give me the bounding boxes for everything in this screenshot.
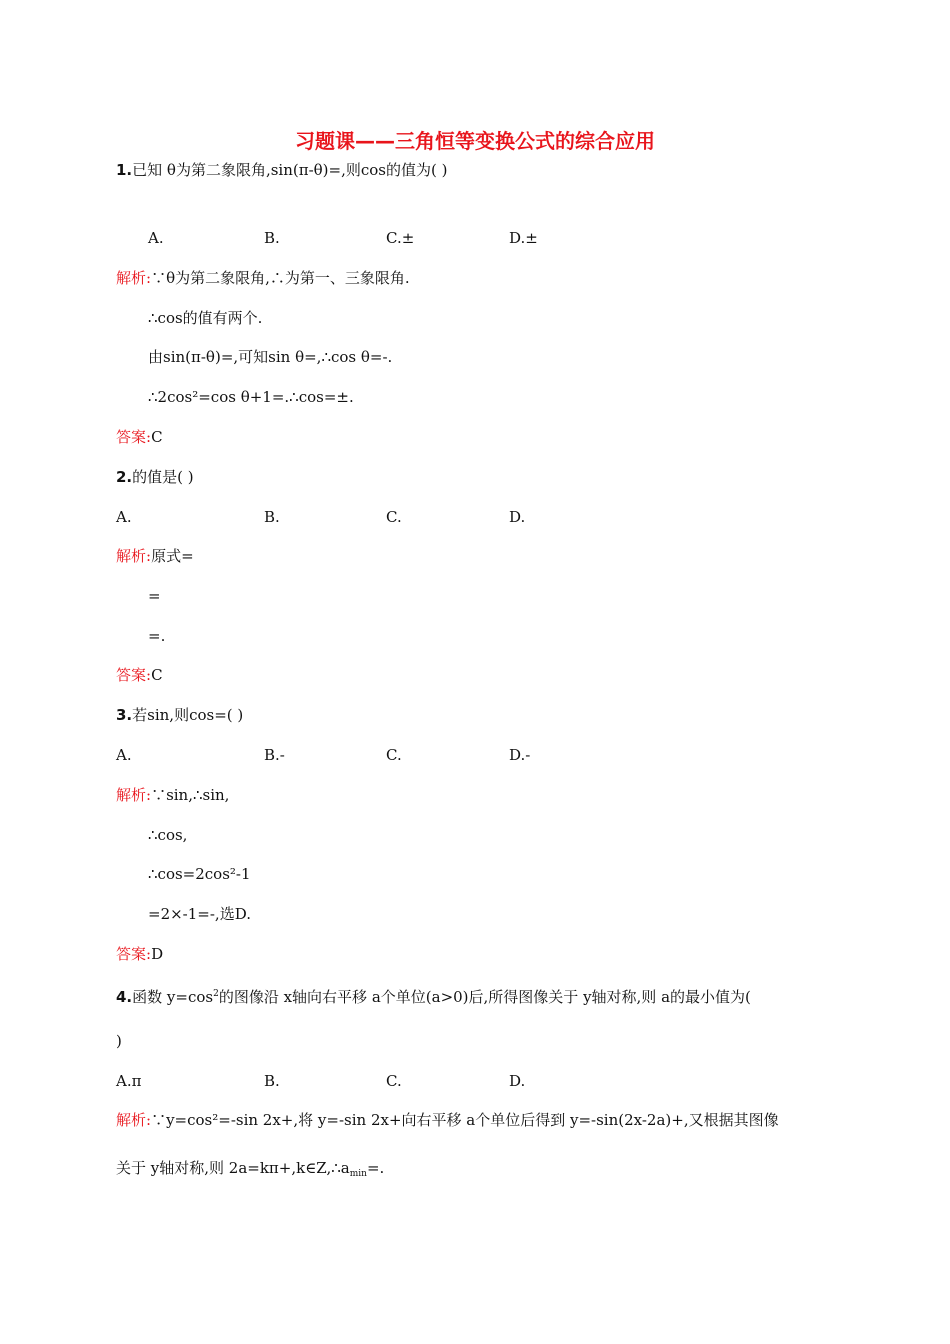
q3-option-c: C.	[386, 746, 402, 764]
q3-option-b: B.-	[264, 746, 285, 764]
q2-option-a: A.	[116, 508, 132, 526]
q4-analysis-line-1	[116, 1110, 779, 1130]
min-subscript: min	[349, 1169, 367, 1179]
question-2-number: 2.	[116, 468, 133, 486]
q4-analysis-text-2a: 关于 y轴对称,则 2a=kπ+,k∈Z,∴a	[116, 1159, 350, 1177]
q2-option-c: C.	[386, 508, 402, 526]
q2-option-d: D.	[509, 508, 526, 526]
q1-option-d: D.±	[509, 229, 538, 247]
question-4-text-a: 函数 y=cos	[132, 988, 214, 1006]
q3-analysis-line-4: =2×-1=-,选D.	[148, 905, 251, 923]
q2-answer	[116, 665, 163, 685]
question-4-stem	[116, 984, 751, 1007]
q3-analysis-line-2: ∴cos,	[148, 826, 188, 844]
q1-option-a: A.	[148, 229, 164, 247]
q1-analysis-line-4: ∴2cos²=cos θ+1=.∴cos=±.	[148, 388, 354, 406]
q4-analysis-text-1: ∵y=cos²=-sin 2x+,将 y=-sin 2x+向右平移 a个单位后得到 y=-sin(2x-2a)+,又根据其图像	[151, 1111, 779, 1129]
q1-analysis-label: 解析:	[116, 269, 152, 287]
q4-option-a: A.π	[116, 1072, 142, 1090]
q2-answer-label: 答案:	[116, 666, 152, 684]
q3-analysis-line-3: ∴cos=2cos²-1	[148, 865, 251, 883]
q1-option-b: B.	[264, 229, 280, 247]
question-1-text: 已知 θ为第二象限角,sin(π-θ)=,则cos的值为( )	[132, 161, 448, 179]
q3-option-a: A.	[116, 746, 132, 764]
q3-answer-label: 答案:	[116, 945, 152, 963]
question-3-stem	[116, 705, 243, 725]
q2-analysis-line-3: =.	[148, 627, 166, 645]
q1-answer	[116, 427, 163, 447]
q4-option-b: B.	[264, 1072, 280, 1090]
q1-option-c: C.±	[386, 229, 415, 247]
question-1-stem	[116, 160, 447, 180]
q1-answer-label: 答案:	[116, 428, 152, 446]
square-superscript: 2	[213, 989, 219, 999]
q4-analysis-label: 解析:	[116, 1111, 152, 1129]
q4-analysis-text-2b: =.	[366, 1159, 385, 1177]
question-3-text: 若sin,则cos=( )	[132, 706, 244, 724]
question-4-stem-continued: )	[116, 1032, 122, 1050]
q2-answer-value: C	[151, 666, 163, 684]
q1-analysis-text-1: ∵θ为第二象限角,∴为第一、三象限角.	[151, 269, 410, 287]
page-title: 习题课——三角恒等变换公式的综合应用	[295, 129, 655, 153]
question-1-number: 1.	[116, 161, 133, 179]
q1-analysis-line-3: 由sin(π-θ)=,可知sin θ=,∴cos θ=-.	[148, 348, 393, 366]
q2-option-b: B.	[264, 508, 280, 526]
q2-analysis-text-1: 原式=	[151, 547, 194, 565]
q1-answer-value: C	[151, 428, 163, 446]
question-2-stem	[116, 467, 194, 487]
q3-analysis-text-1: ∵sin,∴sin,	[151, 786, 230, 804]
q2-analysis-line-2: =	[148, 587, 161, 605]
q4-option-c: C.	[386, 1072, 402, 1090]
q1-analysis-line-1	[116, 268, 410, 288]
q4-option-d: D.	[509, 1072, 526, 1090]
question-4-text-b: 的图像沿 x轴向右平移 a个单位(a>0)后,所得图像关于 y轴对称,则 a的最小值为(	[218, 988, 751, 1006]
question-4-number: 4.	[116, 988, 133, 1006]
q1-analysis-line-2: ∴cos的值有两个.	[148, 309, 263, 327]
q3-answer	[116, 944, 163, 964]
q3-analysis-line-1	[116, 785, 229, 805]
q2-analysis-line-1	[116, 546, 194, 566]
question-3-number: 3.	[116, 706, 133, 724]
q3-answer-value: D	[151, 945, 164, 963]
q2-analysis-label: 解析:	[116, 547, 152, 565]
q3-option-d: D.-	[509, 746, 531, 764]
question-2-text: 的值是( )	[132, 468, 194, 486]
q3-analysis-label: 解析:	[116, 786, 152, 804]
q4-analysis-line-2	[116, 1158, 384, 1184]
